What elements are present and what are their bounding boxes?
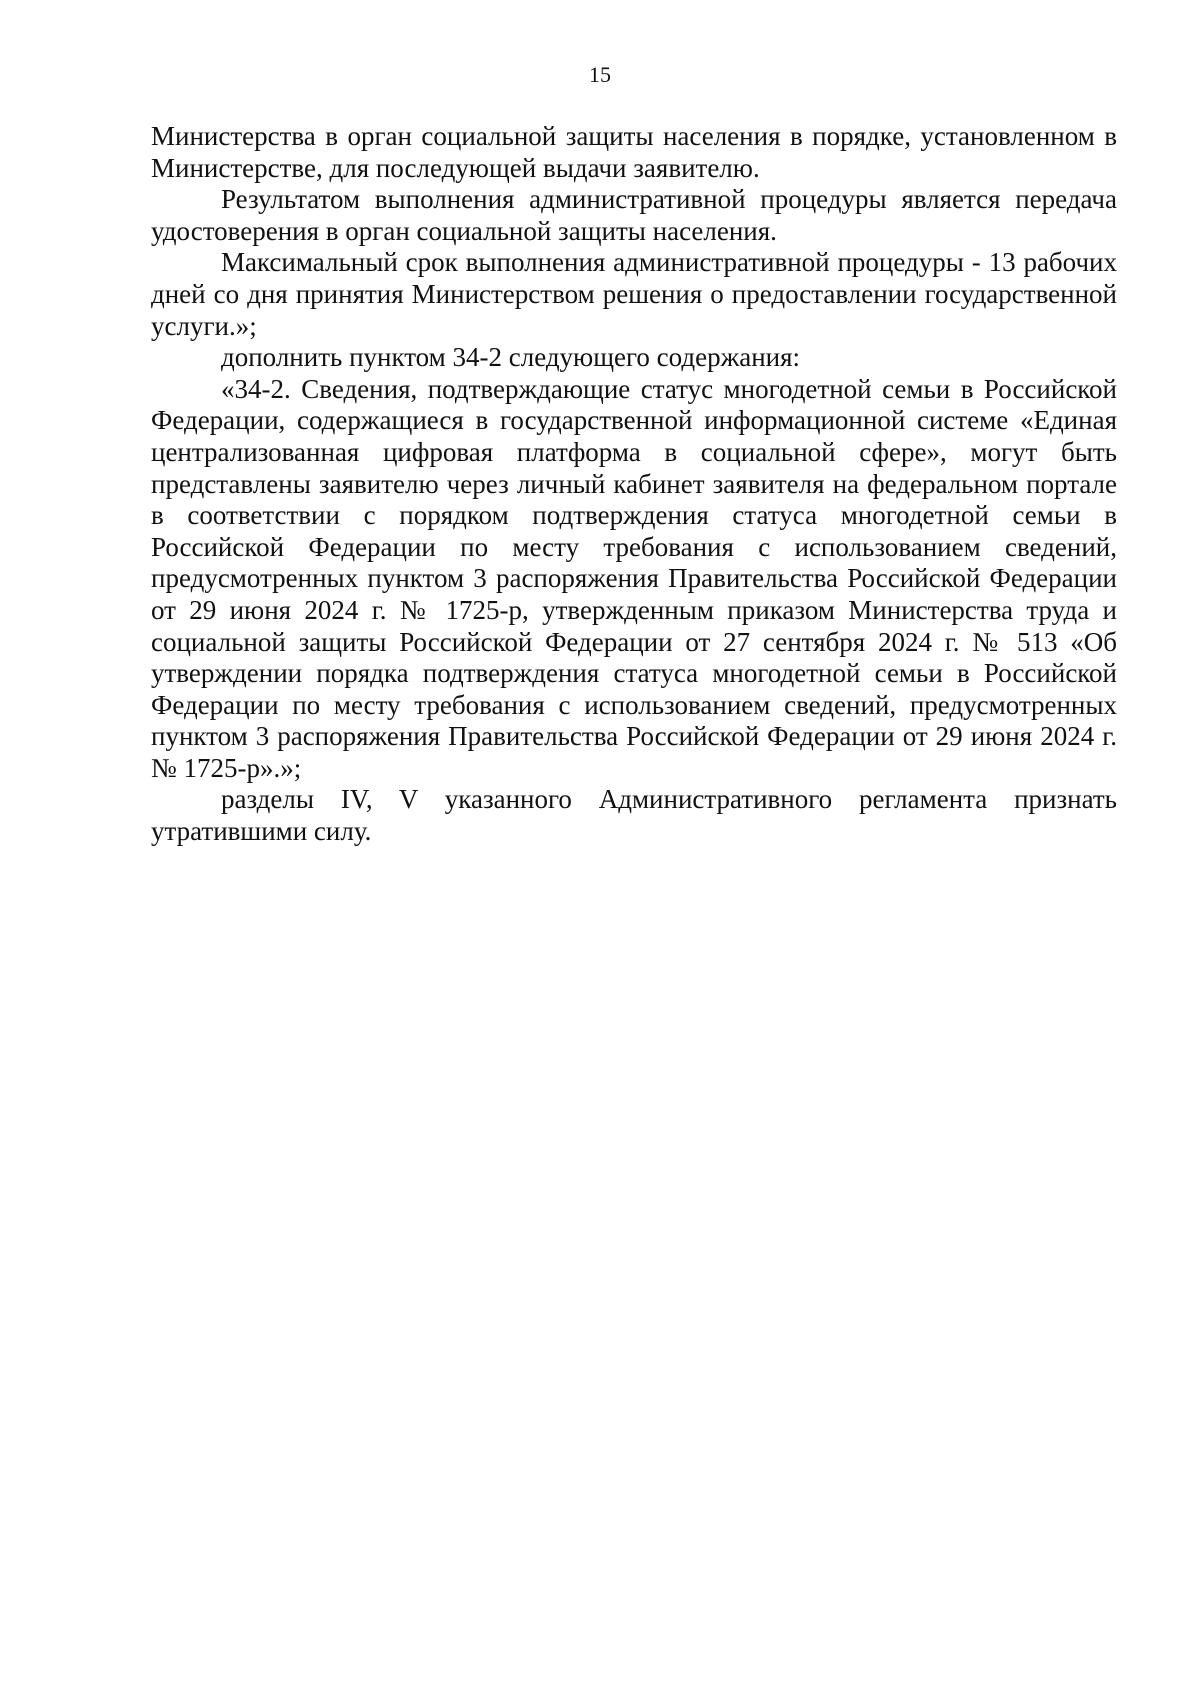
paragraph-ministry-transfer: Министерства в орган социальной защиты населения в порядке, установленном в Министерстве, для последующей выдачи заявителю. (151, 121, 1117, 183)
paragraph-point-34-2: «34-2. Сведения, подтверждающие статус многодетной семьи в Российской Федерации, содержащиеся в государственной информационной системе «Единая централизованная цифровая платформа в социальной сфере», могут быть представлены заявителю через личный кабинет заявителя на федеральном портале в соответствии с порядком подтверждения статуса многодетной семьи в Российской Федерации по месту требования с использованием сведений, предусмотренных пунктом 3 распоряжения Правительства Российской Федерации от 29 июня 2024 г. № 1725-р, утвержденным приказом Министерства труда и социальной защиты Российской Федерации от 27 сентября 2024 г. № 513 «Об утверждении порядка подтверждения статуса многодетной семьи в Российской Федерации по месту требования с использованием сведений, предусмотренных пунктом 3 распоряжения Правительства Российской Федерации от 29 июня 2024 г. № 1725-р».»; (151, 373, 1117, 783)
document-body (151, 121, 1117, 848)
page-number: 15 (589, 62, 611, 87)
paragraph-add-point: дополнить пунктом 34-2 следующего содержания: (221, 342, 801, 373)
paragraph-maximum-term: Максимальный срок выполнения административной процедуры - 13 рабочих дней со дня принятия Министерством решения о предоставлении государственной услуги.»; (151, 247, 1117, 341)
paragraph-procedure-result: Результатом выполнения административной процедуры является передача удостоверения в орган социальной защиты населения. (151, 184, 1117, 246)
paragraph-sections-void: разделы IV, V указанного Административного регламента признать утратившими силу. (151, 784, 1117, 847)
